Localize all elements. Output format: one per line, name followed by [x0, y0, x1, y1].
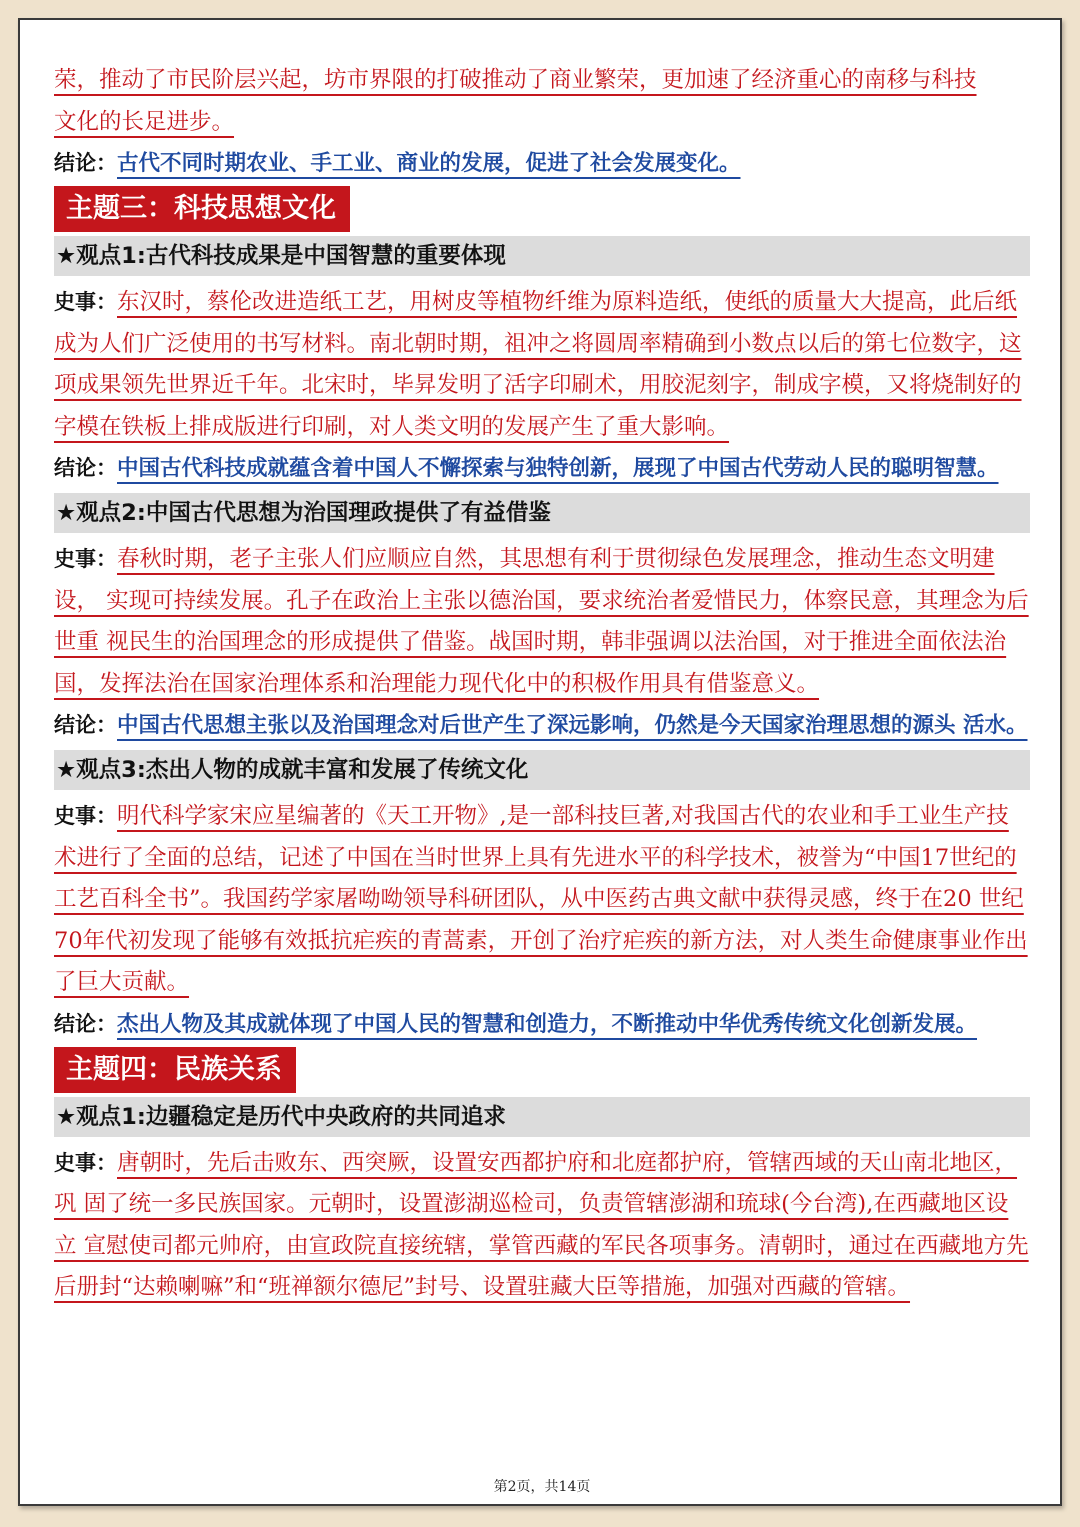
fact-label: 史事： — [54, 290, 117, 314]
conclusion-text: 中国古代思想主张以及治国理念对后世产生了深远影响，仍然是今天国家治理思想的源头 活水。 — [117, 713, 1028, 738]
topic3-viewpoint1-heading: ★观点1:古代科技成果是中国智慧的重要体现 — [54, 236, 1030, 276]
conclusion-text: 中国古代科技成就蕴含着中国人不懈探索与独特创新，展现了中国古代劳动人民的聪明智慧。 — [117, 456, 999, 481]
topic3-vp1-conclusion — [54, 448, 1030, 489]
topic4-vp1-fact — [54, 1143, 1030, 1309]
fact-text: 明代科学家宋应星编著的《天工开物》,是一部科技巨著,对我国古代的农业和手工业生产技 术进行了全面的总结，记述了中国在当时世界上具有先进水平的科学技术，被誉为“中国17世纪的工艺百科全书”。我国药学家屠呦呦领导科研团队，从中医药古典文献中获得灵感，终于在20 世纪70年代初发现了能够有效抵抗疟疾的青蒿素，开创了治疗疟疾的新方法，对人类生命健康事业作出了巨大贡献。 — [54, 803, 1028, 995]
intro-fact-line2: 文化的长足进步。 — [54, 108, 235, 135]
fact-label: 史事： — [54, 804, 117, 828]
conclusion-label: 结论： — [54, 151, 117, 175]
conclusion-label: 结论： — [54, 713, 117, 737]
topic4-viewpoint1-heading: ★观点1:边疆稳定是历代中央政府的共同追求 — [54, 1097, 1030, 1137]
topic3-viewpoint2-heading: ★观点2:中国古代思想为治国理政提供了有益借鉴 — [54, 493, 1030, 533]
topic3-vp1-fact — [54, 282, 1030, 448]
fact-text: 春秋时期，老子主张人们应顺应自然，其思想有利于贯彻绿色发展理念，推动生态文明建设， 实现可持续发展。孔子在政治上主张以德治国，要求统治者爱惜民力，体察民意，其理念为后世重 视民生的治国理念的形成提供了借鉴。战国时期，韩非强调以法治国，对于推进全面依法治国，发挥法治在国家治理体系和治理能力现代化中的积极作用具有借鉴意义。 — [54, 546, 1029, 697]
page-number-footer: 第2页，共14页 — [493, 1479, 591, 1495]
intro-fact — [54, 60, 1030, 143]
topic3-vp2-conclusion — [54, 705, 1030, 746]
conclusion-text: 杰出人物及其成就体现了中国人民的智慧和创造力，不断推动中华优秀传统文化创新发展。 — [117, 1011, 978, 1037]
topic3-vp2-fact — [54, 539, 1030, 705]
conclusion-label: 结论： — [54, 456, 117, 480]
fact-text: 东汉时，蔡伦改进造纸工艺，用树皮等植物纤维为原料造纸，使纸的质量大大提高，此后纸成为人们广泛使用的书写材料。南北朝时期，祖冲之将圆周率精确到小数点以后的第七位数字，这项成果领先世界近千年。北宋时，毕昇发明了活字印刷术，用胶泥刻字，制成字模，又将烧制好的字模在铁板上排成版进行印刷，对人类文明的发展产生了重大影响。 — [54, 289, 1022, 440]
conclusion-text: 古代不同时期农业、手工业、商业的发展，促进了社会发展变化。 — [117, 151, 741, 176]
topic3-viewpoint3-heading: ★观点3:杰出人物的成就丰富和发展了传统文化 — [54, 750, 1030, 790]
topic3-heading: 主题三：科技思想文化 — [54, 186, 350, 232]
topic3-vp3-fact — [54, 796, 1030, 1004]
intro-conclusion — [54, 143, 1030, 184]
fact-label: 史事： — [54, 547, 117, 571]
topic3-vp3-conclusion — [54, 1004, 1030, 1045]
fact-text: 唐朝时，先后击败东、西突厥，设置安西都护府和北庭都护府，管辖西域的天山南北地区，巩 固了统一多民族国家。元朝时，设置澎湖巡检司，负责管辖澎湖和琉球(今台湾),在西藏地区设立 宣慰使司都元帅府，由宣政院直接统辖，掌管西藏的军民各项事务。清朝时，通过在西藏地方先后册封“达赖喇嘛”和“班禅额尔德尼”封号、设置驻藏大臣等措施，加强对西藏的管辖。 — [54, 1149, 1029, 1300]
intro-fact-line1: 荣，推动了市民阶层兴起，坊市界限的打破推动了商业繁荣，更加速了经济重心的南移与科技 — [54, 67, 977, 93]
page-content — [54, 60, 1030, 1309]
document-page — [18, 18, 1062, 1506]
fact-label: 史事： — [54, 1150, 117, 1175]
conclusion-label: 结论： — [54, 1011, 117, 1036]
topic4-heading: 主题四：民族关系 — [54, 1047, 296, 1093]
